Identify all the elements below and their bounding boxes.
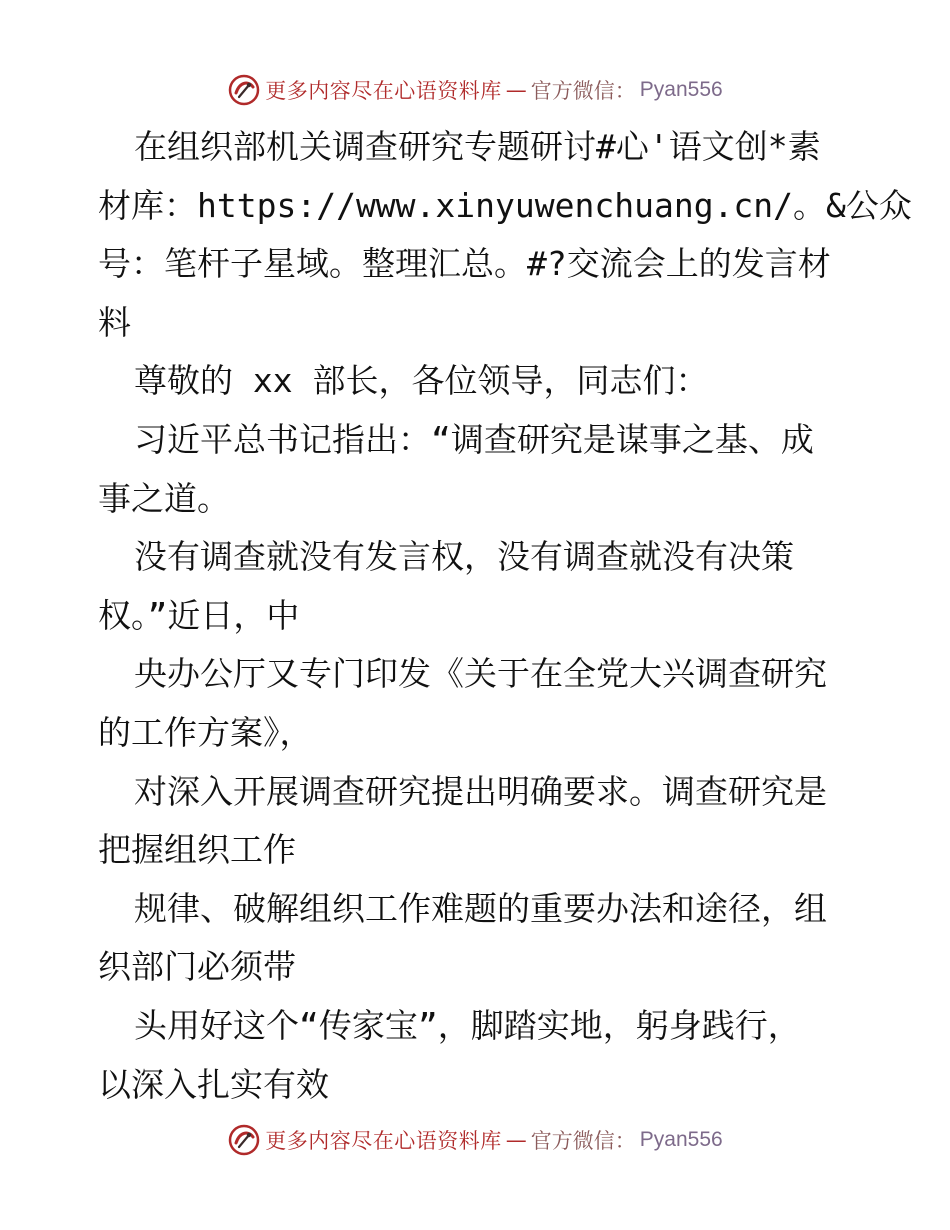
header-contact-label: 官方微信： [530, 79, 636, 103]
body-line: 料 [98, 302, 131, 342]
brand-logo-icon [227, 1123, 261, 1157]
body-line: 织部门必须带 [98, 947, 296, 987]
body-line: 的工作方案》， [98, 712, 313, 752]
brand-logo-icon [227, 73, 261, 107]
body-line: 习近平总书记指出：“调查研究是谋事之基、成 [134, 419, 814, 459]
body-line: 尊敬的 xx 部长，各位领导，同志们： [134, 361, 709, 401]
body-line: 把握组织工作 [98, 830, 296, 870]
footer-contact-handle: Pyan556 [639, 1128, 723, 1151]
body-line: 权。”近日，中 [98, 595, 300, 635]
footer-separator: — [505, 1128, 527, 1152]
body-line: 没有调查就没有发言权，没有调查就没有决策 [134, 537, 794, 577]
footer-contact-label: 官方微信： [530, 1129, 636, 1153]
header-brand-text: 更多内容尽在心语资料库 [265, 79, 502, 103]
header-contact-handle: Pyan556 [639, 78, 723, 101]
header-banner-content [227, 73, 722, 107]
body-line: 在组织部机关调查研究专题研讨#心'语文创*素 [134, 127, 821, 166]
body-line: 头用好这个“传家宝”，脚踏实地，躬身践行， [134, 1005, 801, 1045]
footer-brand-text: 更多内容尽在心语资料库 [265, 1129, 502, 1153]
body-line: 央办公厅又专门印发《关于在全党大兴调查研究 [134, 654, 827, 694]
footer-banner-content [227, 1123, 722, 1157]
header-separator: — [505, 78, 527, 102]
body-line: 对深入开展调查研究提出明确要求。调查研究是 [134, 771, 827, 811]
body-line: 事之道。 [98, 478, 230, 518]
footer-banner [0, 1120, 950, 1160]
body-line: 以深入扎实有效 [98, 1064, 329, 1104]
body-line: 材库：https://www.xinyuwenchuang.cn/。&公众 [98, 185, 912, 225]
document-body [98, 118, 912, 1114]
header-banner [0, 70, 950, 110]
body-line: 号：笔杆子星域。整理汇总。#?交流会上的发言材 [98, 244, 831, 284]
body-line: 规律、破解组织工作难题的重要办法和途径，组 [134, 888, 827, 928]
